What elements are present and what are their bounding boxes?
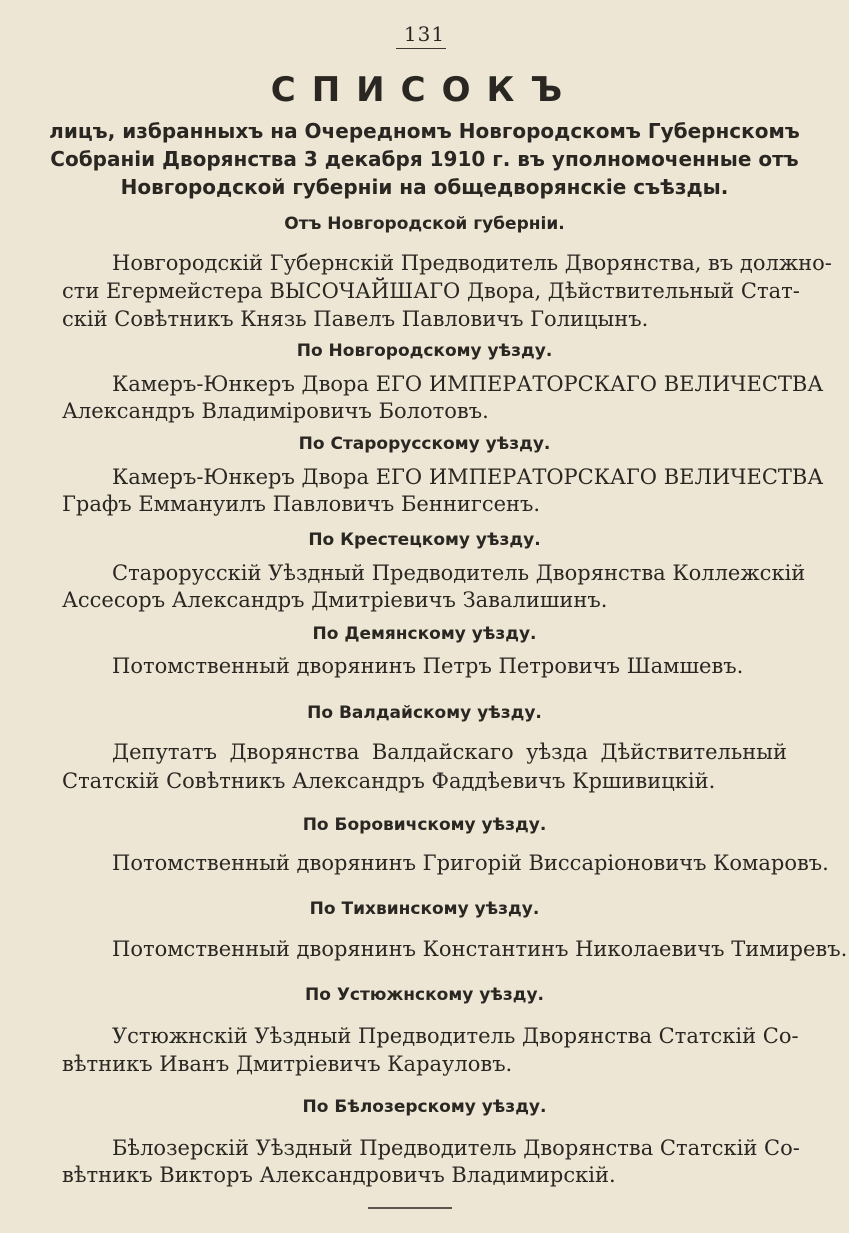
section-text-line: Потомственный дворянинъ Константинъ Николаевичъ Тимиревъ.: [112, 937, 848, 961]
section-text-line: Ассесоръ Александръ Дмитріевичъ Завалишинъ.: [62, 588, 608, 612]
page-number-rule: [396, 48, 446, 49]
section-text-line: Бѣлозерскій Уѣздный Предводитель Дворянства Статскій Со-: [112, 1136, 800, 1160]
document-title: СПИСОКЪ: [270, 70, 579, 110]
section-text-line: Графъ Еммануилъ Павловичъ Беннигсенъ.: [62, 492, 541, 516]
section-text-line: Потомственный дворянинъ Григорій Виссаріоновичъ Комаровъ.: [112, 851, 829, 875]
section-heading-krestetsky-district: По Крестецкому уѣзду.: [308, 530, 541, 550]
section-text-line: сти Егермейстера ВЫСОЧАЙШАГО Двора, Дѣйствительный Стат-: [62, 279, 800, 303]
section-heading-ustyuzhnsky-district: По Устюжнскому уѣзду.: [305, 985, 544, 1005]
section-heading-borovichsky-district: По Боровичскому уѣзду.: [302, 815, 547, 835]
section-text-line: Статскій Совѣтникъ Александръ Фаддѣевичъ Кршивицкій.: [62, 769, 716, 793]
section-heading-novgorod-province: Отъ Новгородской губерніи.: [284, 214, 565, 234]
section-text-line: Потомственный дворянинъ Петръ Петровичъ Шамшевъ.: [112, 654, 744, 678]
section-text-line: Старорусскій Уѣздный Предводитель Дворянства Коллежскій: [112, 561, 806, 585]
section-text-line: вѣтникъ Викторъ Александровичъ Владимирскій.: [62, 1163, 616, 1187]
subtitle-line: лицъ, избранныхъ на Очередномъ Новгородскомъ Губернскомъ: [49, 119, 800, 143]
subtitle-line: Собраніи Дворянства 3 декабря 1910 г. въ уполномоченные отъ: [50, 147, 799, 171]
section-text-line: Камеръ-Юнкеръ Двора ЕГО ИМПЕРАТОРСКАГО ВЕЛИЧЕСТВА: [112, 372, 824, 396]
document-subtitle: [40, 117, 809, 201]
section-heading-starorussky-district: По Старорусскому уѣзду.: [298, 434, 551, 454]
bottom-divider: [368, 1207, 452, 1209]
section-text-line: вѣтникъ Иванъ Дмитріевичъ Карауловъ.: [62, 1052, 513, 1076]
section-text-line: Александръ Владиміровичъ Болотовъ.: [62, 399, 489, 423]
section-text-line: Депутатъ Дворянства Валдайскаго уѣзда Дѣйствительный: [112, 740, 787, 764]
page-number: 131: [403, 22, 446, 46]
subtitle-line: Новгородской губерніи на общедворянскіе съѣзды.: [120, 175, 729, 199]
section-text-line: Камеръ-Юнкеръ Двора ЕГО ИМПЕРАТОРСКАГО ВЕЛИЧЕСТВА: [112, 465, 824, 489]
section-heading-valdaysky-district: По Валдайскому уѣзду.: [307, 703, 542, 723]
section-text-line: скій Совѣтникъ Князь Павелъ Павловичъ Голицынъ.: [62, 307, 649, 331]
section-heading-novgorod-district: По Новгородскому уѣзду.: [296, 341, 553, 361]
section-heading-belozersky-district: По Бѣлозерскому уѣзду.: [302, 1097, 547, 1117]
section-text-line: Устюжнскій Уѣздный Предводитель Дворянства Статскій Со-: [112, 1024, 799, 1048]
section-text-line: Новгородскій Губернскій Предводитель Дворянства, въ должно-: [112, 251, 832, 275]
section-heading-demyansky-district: По Демянскому уѣзду.: [312, 624, 537, 644]
section-heading-tikhvinsky-district: По Тихвинскому уѣзду.: [309, 899, 540, 919]
